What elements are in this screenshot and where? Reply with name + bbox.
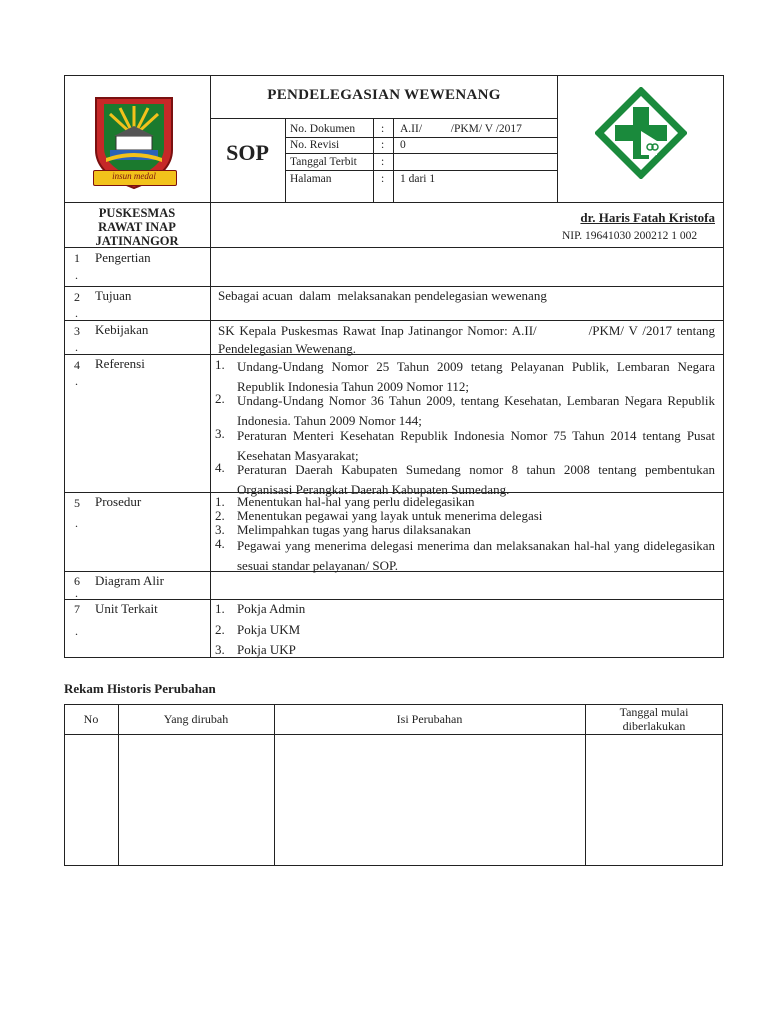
list-marker: 3. [215, 522, 225, 537]
unit-item: Pokja UKM [237, 622, 301, 637]
row-dot: . [75, 516, 78, 530]
row-number: 1 [74, 251, 80, 265]
meta-value-doc-number: A.II/ /PKM/ V /2017 [400, 123, 522, 135]
list-marker: 1. [215, 357, 225, 372]
meta-value-page: 1 dari 1 [400, 173, 436, 185]
divider [64, 320, 724, 321]
divider [210, 118, 558, 119]
meta-separator: : [381, 139, 385, 151]
row-label: Unit Terkait [95, 601, 158, 616]
reference-item: Undang-Undang Nomor 25 Tahun 2009 tetang Pelayanan Publik, Lembaran Negara Republik Indonesia Tahun 2009 Nomor 112; [237, 359, 715, 394]
list-marker: 4. [215, 536, 225, 551]
unit-item: Pokja UKP [237, 642, 296, 657]
meta-label: Tanggal Terbit [290, 156, 357, 168]
meta-label: No. Dokumen [290, 123, 356, 135]
procedure-item: Melimpahkan tugas yang harus dilaksanakan [237, 522, 471, 537]
puskesmas-logo [595, 87, 687, 179]
meta-label: Halaman [290, 173, 332, 185]
row-number: 3 [74, 324, 80, 338]
row-label: Kebijakan [95, 322, 149, 337]
list-marker: 1. [215, 494, 225, 509]
org-name-line: PUSKESMAS [98, 206, 176, 220]
divider [64, 202, 724, 203]
border-bottom [64, 657, 724, 658]
row-dot: . [75, 624, 78, 638]
org-name-line: RAWAT INAP [98, 220, 176, 234]
row-dot: . [75, 586, 78, 600]
row-label: Tujuan [95, 288, 132, 303]
list-marker: 3. [215, 426, 225, 441]
divider [64, 286, 724, 287]
divider [393, 118, 394, 202]
purpose-text: Sebagai acuan dalam melaksanakan pendelegasian wewenang [218, 288, 547, 303]
procedure-item: Menentukan hal-hal yang perlu didelegasikan [237, 494, 475, 509]
history-border [64, 865, 723, 866]
row-dot: . [75, 268, 78, 282]
history-border [585, 704, 586, 866]
history-border [722, 704, 723, 866]
row-number: 2 [74, 290, 80, 304]
list-marker: 4. [215, 460, 225, 475]
row-dot: . [75, 374, 78, 388]
list-marker: 3. [215, 642, 225, 657]
procedure-item: Menentukan pegawai yang layak untuk menerima delegasi [237, 508, 543, 523]
history-border [274, 704, 275, 866]
divider [285, 137, 557, 138]
meta-separator: : [381, 156, 385, 168]
history-col-no: No [83, 712, 99, 726]
history-col-content: Isi Perubahan [396, 712, 463, 726]
reference-item: Peraturan Menteri Kesehatan Republik Indonesia Nomor 75 Tahun 2014 tentang Pusat Kesehatan Masyarakat; [237, 428, 715, 463]
history-border [118, 704, 119, 866]
unit-item: Pokja Admin [237, 601, 306, 616]
logo-motto: insun medal [112, 171, 156, 181]
list-marker: 2. [215, 391, 225, 406]
signer-name: dr. Haris Fatah Kristofa [580, 210, 715, 225]
reference-item: Peraturan Daerah Kabupaten Sumedang nomor 8 tahun 2008 tentang pembentukan Organisasi Perangkat Daerah Kabupaten Sumedang. [237, 462, 715, 497]
row-dot: . [75, 306, 78, 320]
row-dot: . [75, 340, 78, 354]
row-number: 6 [74, 574, 80, 588]
history-border [64, 704, 65, 866]
history-col-changed: Yang dirubah [163, 712, 229, 726]
meta-label: No. Revisi [290, 139, 340, 151]
history-border [64, 734, 723, 735]
list-marker: 2. [215, 622, 225, 637]
document-title: PENDELEGASIAN WEWENANG [267, 87, 501, 103]
row-label: Diagram Alir [95, 573, 164, 588]
row-label: Prosedur [95, 494, 142, 509]
divider [285, 170, 557, 171]
divider [210, 247, 211, 657]
divider [285, 153, 557, 154]
row-number: 4 [74, 358, 80, 372]
procedure-item: Pegawai yang menerima delegasi menerima dan melaksanakan hal-hal yang didelegasikan sesuai standar pelayanan/ SOP. [237, 538, 715, 573]
divider [285, 118, 286, 202]
policy-text: SK Kepala Puskesmas Rawat Inap Jatinangor Nomor: A.II/ /PKM/ V /2017 tentang Pendelegasian Wewenang. [218, 323, 719, 356]
history-col-date: Tanggal mulai diberlakukan [619, 705, 689, 733]
reference-item: Undang-Undang Nomor 36 Tahun 2009, tentang Kesehatan, Lembaran Negara Republik Indonesia. Tahun 2009 Nomor 144; [237, 393, 715, 428]
border-top [64, 75, 724, 76]
row-number: 7 [74, 602, 80, 616]
meta-value-revision: 0 [400, 139, 406, 151]
meta-separator: : [381, 173, 385, 185]
row-label: Referensi [95, 356, 145, 371]
divider [64, 599, 724, 600]
row-number: 5 [74, 496, 80, 510]
meta-separator: : [381, 123, 385, 135]
row-label: Pengertian [95, 250, 151, 265]
signer-nip: NIP. 19641030 200212 1 002 [562, 230, 698, 242]
history-title: Rekam Historis Perubahan [64, 681, 216, 696]
list-marker: 1. [215, 601, 225, 616]
divider [373, 118, 374, 202]
list-marker: 2. [215, 508, 225, 523]
sop-label: SOP [226, 140, 269, 165]
org-name-line: JATINANGOR [95, 234, 179, 248]
